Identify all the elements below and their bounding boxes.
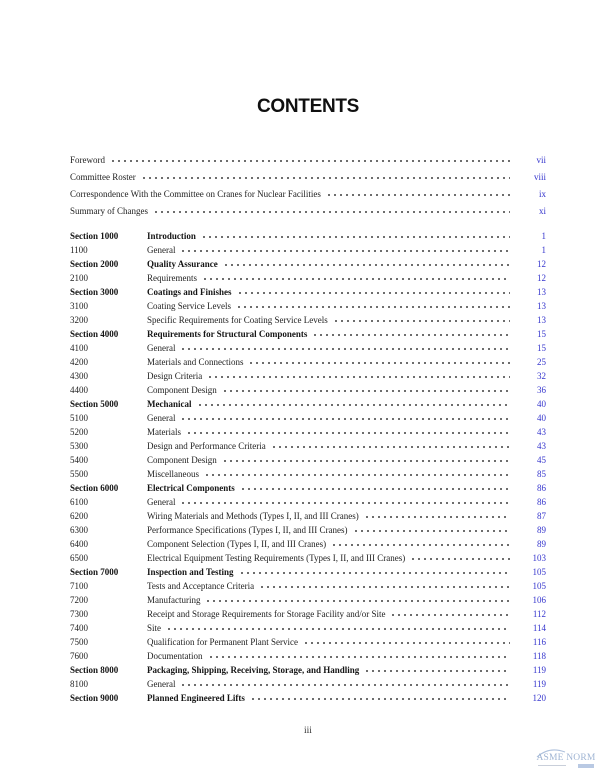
toc-row: [70, 152, 546, 169]
dot-leader: [195, 397, 511, 411]
toc-page-link[interactable]: 105: [532, 566, 546, 577]
dot-leader: [248, 691, 510, 705]
toc-row: [70, 453, 546, 467]
section-list: [70, 229, 546, 705]
toc-section-number: 4400: [70, 384, 88, 395]
toc-section-number: 7100: [70, 580, 88, 591]
toc-row: [70, 607, 546, 621]
toc-page-link[interactable]: 12: [537, 272, 546, 283]
toc-entry-title: Requirements for Structural Components: [147, 328, 308, 339]
toc-row: [70, 537, 546, 551]
toc-section-number: 6300: [70, 524, 88, 535]
toc-row: [70, 355, 546, 369]
toc-page-link[interactable]: 86: [537, 496, 546, 507]
toc-page-link[interactable]: 85: [537, 468, 546, 479]
toc-row: [70, 397, 546, 411]
dot-leader: [257, 579, 510, 593]
toc-entry-title: Materials and Connections: [147, 356, 244, 367]
toc-entry-title: Documentation: [147, 650, 203, 661]
dot-leader: [362, 509, 510, 523]
toc-entry-title: Mechanical: [147, 398, 192, 409]
toc-row: [70, 257, 546, 271]
toc-row: [70, 509, 546, 523]
dot-leader: [220, 383, 510, 397]
toc-entry-title: Summary of Changes: [70, 206, 148, 216]
toc-entry-title: Inspection and Testing: [147, 566, 234, 577]
dot-leader: [362, 663, 510, 677]
toc-section-number: Section 7000: [70, 566, 119, 577]
toc-row: [70, 439, 546, 453]
watermark-text: ASME NORM: [536, 753, 596, 763]
toc-page-link[interactable]: 114: [532, 622, 546, 633]
toc-section-number: Section 2000: [70, 258, 119, 269]
toc-entry-title: Miscellaneous: [147, 468, 199, 479]
toc-section-number: 3100: [70, 300, 88, 311]
toc-row: [70, 691, 546, 705]
toc-section-number: 4200: [70, 356, 88, 367]
toc-row: [70, 565, 546, 579]
toc-section-number: 7400: [70, 622, 88, 633]
dot-leader: [351, 523, 510, 537]
toc-section-number: 3200: [70, 314, 88, 325]
toc-row: [70, 621, 546, 635]
toc-section-number: Section 5000: [70, 398, 119, 409]
dot-leader: [203, 593, 510, 607]
dot-leader: [178, 341, 510, 355]
toc-row: [70, 299, 546, 313]
toc-entry-title: Electrical Components: [147, 482, 235, 493]
toc-entry-title: Design Criteria: [147, 370, 203, 381]
page-title: CONTENTS: [256, 96, 360, 117]
toc-row: [70, 663, 546, 677]
toc-page-link[interactable]: 119: [532, 664, 546, 675]
toc-page-link[interactable]: vii: [536, 155, 546, 165]
toc-page-link[interactable]: viii: [533, 172, 546, 182]
toc-section-number: 5500: [70, 468, 88, 479]
page-number-folio: iii: [304, 726, 312, 736]
toc-entry-title: Wiring Materials and Methods (Types I, II, and III Cranes): [147, 510, 359, 521]
toc-section-number: 7300: [70, 608, 88, 619]
toc-entry-title: Electrical Equipment Testing Requirements (Types I, II, and III Cranes): [147, 552, 406, 563]
toc-section-number: 4300: [70, 370, 88, 381]
toc-row: [70, 677, 546, 691]
toc-page-link[interactable]: 15: [537, 328, 546, 339]
toc-section-number: 5100: [70, 412, 88, 423]
toc-row: [70, 495, 546, 509]
toc-row: [70, 383, 546, 397]
toc-row: [70, 411, 546, 425]
dot-leader: [221, 257, 510, 271]
toc-page-link[interactable]: 116: [532, 636, 546, 647]
toc-section-number: 2100: [70, 272, 88, 283]
toc-row: [70, 243, 546, 257]
toc-row: [70, 467, 546, 481]
toc-page-link[interactable]: ix: [538, 189, 546, 199]
dot-leader: [269, 439, 510, 453]
toc-row: [70, 649, 546, 663]
toc-row: [70, 425, 546, 439]
dot-leader: [178, 243, 510, 257]
toc-entry-title: Planned Engineered Lifts: [147, 692, 245, 703]
toc-entry-title: Site: [147, 622, 162, 633]
toc-section-number: 5200: [70, 426, 88, 437]
toc-entry-title: General: [147, 244, 176, 255]
dot-leader: [331, 313, 510, 327]
dot-leader: [238, 481, 510, 495]
toc-entry-title: Qualification for Permanent Plant Service: [147, 636, 298, 647]
toc-entry-title: Coatings and Finishes: [147, 286, 232, 297]
toc-entry-title: Introduction: [147, 230, 196, 241]
toc-row: [70, 271, 546, 285]
toc-section-number: 8100: [70, 678, 88, 689]
toc-row: [70, 285, 546, 299]
dot-leader: [178, 411, 510, 425]
toc-section-number: Section 6000: [70, 482, 119, 493]
toc-row: [70, 229, 546, 243]
toc-page-link[interactable]: 112: [532, 608, 546, 619]
toc-page-link[interactable]: 1: [541, 230, 546, 241]
toc-entry-title: General: [147, 678, 176, 689]
dot-leader: [164, 621, 510, 635]
toc-page-link[interactable]: 43: [537, 440, 546, 451]
toc-page-link[interactable]: 120: [532, 692, 546, 703]
toc-entry-title: Manufacturing: [147, 594, 201, 605]
dot-leader: [324, 186, 510, 203]
dot-leader: [108, 152, 510, 169]
toc-section-number: 7500: [70, 636, 88, 647]
toc-page-link[interactable]: 25: [537, 356, 546, 367]
dot-leader: [178, 495, 510, 509]
toc-entry-title: Requirements: [147, 272, 197, 283]
toc-row: [70, 313, 546, 327]
dot-leader: [202, 467, 510, 481]
toc-page-link[interactable]: 87: [537, 510, 546, 521]
toc-page-link[interactable]: 119: [532, 678, 546, 689]
toc-section-number: 5300: [70, 440, 88, 451]
toc-page-link[interactable]: 118: [532, 650, 546, 661]
toc-section-number: 6100: [70, 496, 88, 507]
dot-leader: [200, 271, 510, 285]
watermark-underline: [538, 765, 566, 766]
toc-entry-title: Correspondence With the Committee on Cranes for Nuclear Facilities: [70, 189, 321, 199]
toc-section-number: 4100: [70, 342, 88, 353]
toc-row: [70, 579, 546, 593]
toc-section-number: Section 4000: [70, 328, 119, 339]
dot-leader: [220, 453, 510, 467]
toc-page-link[interactable]: 36: [537, 384, 546, 395]
toc-row: [70, 186, 546, 203]
toc-entry-title: Quality Assurance: [147, 258, 218, 269]
toc-section-number: 6500: [70, 552, 88, 563]
dot-leader: [139, 169, 510, 186]
toc-entry-title: Design and Performance Criteria: [147, 440, 266, 451]
toc-page-link[interactable]: 86: [537, 482, 546, 493]
toc-row: [70, 369, 546, 383]
dot-leader: [246, 355, 510, 369]
toc-section-number: Section 3000: [70, 286, 119, 297]
document-page: [70, 0, 546, 777]
dot-leader: [329, 537, 510, 551]
toc-row: [70, 203, 546, 220]
toc-section-number: 7600: [70, 650, 88, 661]
dot-leader: [235, 285, 510, 299]
toc-page-link[interactable]: 1: [541, 244, 546, 255]
toc-page-link[interactable]: 45: [537, 454, 546, 465]
toc-entry-title: Tests and Acceptance Criteria: [147, 580, 255, 591]
toc-page-link[interactable]: 40: [537, 398, 546, 409]
toc-row: [70, 551, 546, 565]
dot-leader: [178, 677, 510, 691]
toc-row: [70, 523, 546, 537]
toc-section-number: 5400: [70, 454, 88, 465]
toc-page-link[interactable]: 89: [537, 538, 546, 549]
toc-row: [70, 169, 546, 186]
dot-leader: [310, 327, 510, 341]
toc-page-link[interactable]: 13: [537, 300, 546, 311]
dot-leader: [234, 299, 510, 313]
toc-page-link[interactable]: 32: [537, 370, 546, 381]
toc-section-number: 6200: [70, 510, 88, 521]
front-matter-list: [70, 152, 546, 220]
dot-leader: [388, 607, 510, 621]
toc-section-number: Section 9000: [70, 692, 119, 703]
toc-entry-title: Foreword: [70, 155, 105, 165]
dot-leader: [151, 203, 510, 220]
toc-section-number: 6400: [70, 538, 88, 549]
toc-page-link[interactable]: 13: [537, 286, 546, 297]
toc-entry-title: General: [147, 342, 176, 353]
toc-entry-title: Performance Specifications (Types I, II, and III Cranes): [147, 524, 348, 535]
toc-page-link[interactable]: xi: [538, 206, 546, 216]
toc-section-number: 1100: [70, 244, 88, 255]
dot-leader: [206, 649, 511, 663]
dot-leader: [301, 635, 510, 649]
toc-entry-title: General: [147, 412, 176, 423]
toc-section-number: Section 1000: [70, 230, 119, 241]
toc-row: [70, 327, 546, 341]
toc-entry-title: Specific Requirements for Coating Service Levels: [147, 314, 328, 325]
toc-entry-title: General: [147, 496, 176, 507]
toc-entry-title: Packaging, Shipping, Receiving, Storage, and Handling: [147, 664, 360, 675]
toc-page-link[interactable]: 106: [532, 594, 546, 605]
toc-page-link[interactable]: 12: [537, 258, 546, 269]
toc-row: [70, 481, 546, 495]
toc-section-number: Section 8000: [70, 664, 119, 675]
asme-norm-watermark: [535, 749, 597, 775]
toc-page-link[interactable]: 89: [537, 524, 546, 535]
toc-page-link[interactable]: 40: [537, 412, 546, 423]
toc-page-link[interactable]: 15: [537, 342, 546, 353]
toc-entry-title: Component Design: [147, 454, 217, 465]
toc-section-number: 7200: [70, 594, 88, 605]
toc-entry-title: Component Design: [147, 384, 217, 395]
toc-row: [70, 635, 546, 649]
dot-leader: [408, 551, 510, 565]
toc-entry-title: Receipt and Storage Requirements for Storage Facility and/or Site: [147, 608, 386, 619]
toc-entry-title: Component Selection (Types I, II, and III Cranes): [147, 538, 327, 549]
toc-page-link[interactable]: 13: [537, 314, 546, 325]
dot-leader: [237, 565, 510, 579]
toc-page-link[interactable]: 105: [532, 580, 546, 591]
dot-leader: [205, 369, 510, 383]
toc-entry-title: Coating Service Levels: [147, 300, 231, 311]
toc-page-link[interactable]: 43: [537, 426, 546, 437]
toc-page-link[interactable]: 103: [532, 552, 546, 563]
watermark-badge: [578, 764, 594, 768]
toc-entry-title: Materials: [147, 426, 181, 437]
dot-leader: [199, 229, 510, 243]
toc-entry-title: Committee Roster: [70, 172, 136, 182]
toc-row: [70, 341, 546, 355]
toc-row: [70, 593, 546, 607]
dot-leader: [184, 425, 510, 439]
